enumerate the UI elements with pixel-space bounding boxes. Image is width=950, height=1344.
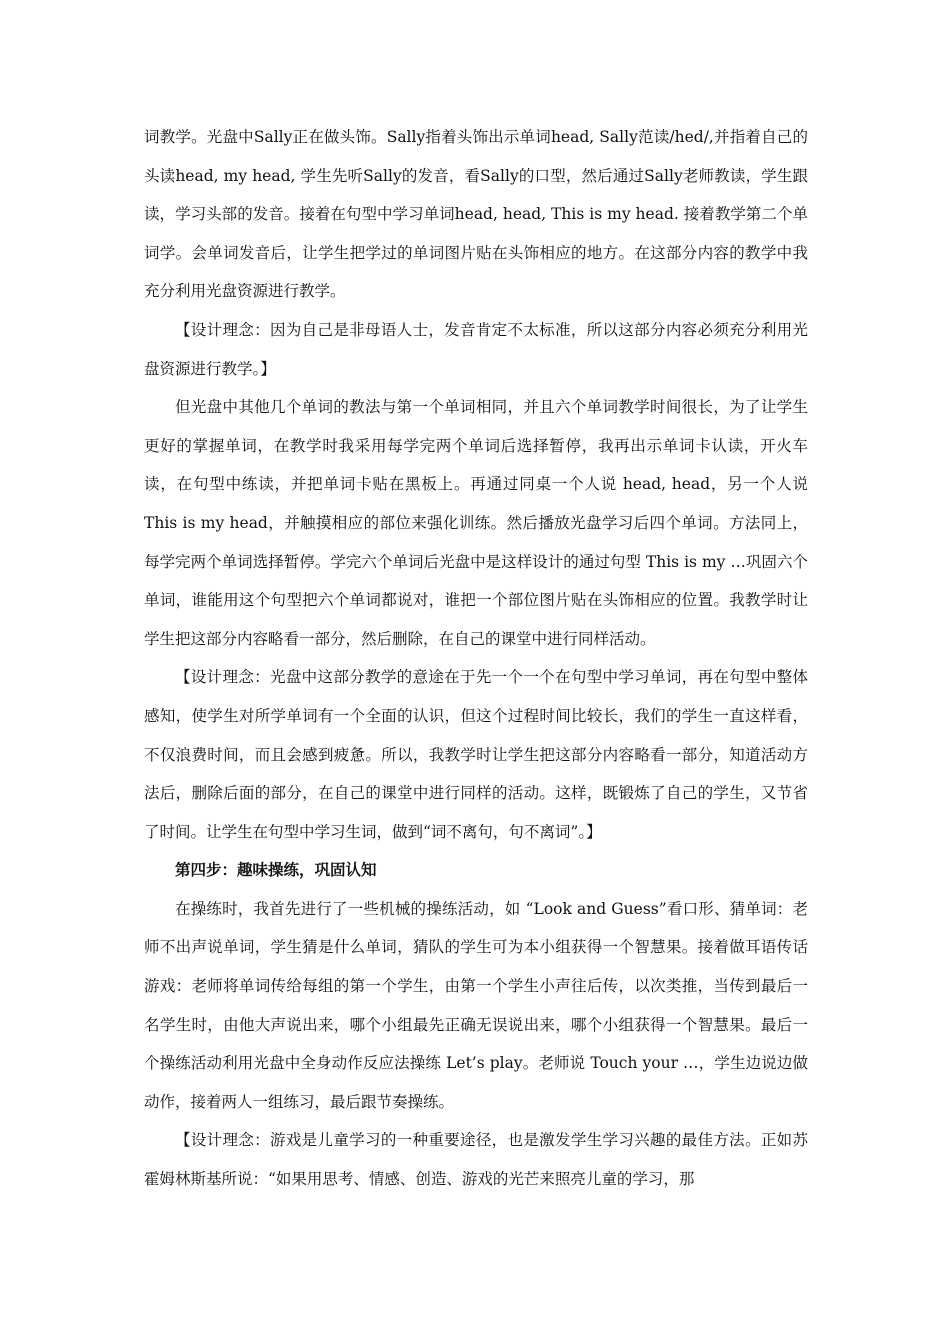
design-concept-note-2: 【设计理念：光盘中这部分教学的意途在于先一个一个在句型中学习单词，再在句型中整体感知，使学生对所学单词有一个全面的认识，但这个过程时间比较长，我们的学生一直这样看，不仅浪费时间，而且会感到疲惫。所以，我教学时让学生把这部分内容略看一部分，知道活动方法后，删除后面的部分，在自己的课堂中进行同样的活动。这样，既锻炼了自己的学生，又节省了时间。让学生在句型中学习生词，做到“词不离句，句不离词”。】: [144, 668, 808, 841]
section-heading-step-four: 第四步：趣味操练，巩固认知: [175, 860, 377, 880]
paragraph-practice-activities: 在操练时，我首先进行了一些机械的操练活动，如 “Look and Guess”看口形、猜单词：老师不出声说单词，学生猜是什么单词，猜队的学生可为本小组获得一个智慧果。接着做耳语传话游戏：老师将单词传给每组的第一个学生，由第一个学生小声往后传，以次类推，当传到最后一名学生时，由他大声说出来，哪个小组最先正确无误说出来，哪个小组获得一个智慧果。最后一个操练活动利用光盘中全身动作反应法操练 Let’s play。老师说 Touch your …，学生边说边做动作，接着两人一组练习，最后跟节奏操练。: [144, 899, 808, 1111]
document-body: [144, 118, 808, 1199]
design-concept-note-1: 【设计理念：因为自己是非母语人士，发音肯定不太标准，所以这部分内容必须充分利用光盘资源进行教学。】: [144, 320, 808, 378]
paragraph-headwear-teaching: 词教学。光盘中Sally正在做头饰。Sally指着头饰出示单词head, Sally范读/hed/,并指着自己的头读head, my head, 学生先听Sally的发音，看Sally的口型，然后通过Sally老师教读，学生跟读，学习头部的发音。接着在句型中学习单词head, head, This is my head. 接着教学第二个单词学。会单词发音后，让学生把学过的单词图片贴在头饰相应的地方。在这部分内容的教学中我充分利用光盘资源进行教学。: [144, 128, 808, 301]
paragraph-remaining-words: 但光盘中其他几个单词的教法与第一个单词相同，并且六个单词教学时间很长，为了让学生更好的掌握单词，在教学时我采用每学完两个单词后选择暂停，我再出示单词卡认读，开火车读，在句型中练读，并把单词卡贴在黑板上。再通过同桌一个人说 head, head，另一个人说 This is my head，并触摸相应的部位来强化训练。然后播放光盘学习后四个单词。方法同上，每学完两个单词选择暂停。学完六个单词后光盘中是这样设计的通过句型 This is my …巩固六个单词，谁能用这个句型把六个单词都说对，谁把一个部位图片贴在头饰相应的位置。我教学时让学生把这部分内容略看一部分，然后删除，在自己的课堂中进行同样活动。: [144, 398, 808, 648]
design-concept-note-3: 【设计理念：游戏是儿童学习的一种重要途径，也是激发学生学习兴趣的最佳方法。正如苏霍姆林斯基所说：“如果用思考、情感、创造、游戏的光芒来照亮儿童的学习，那: [144, 1131, 808, 1189]
